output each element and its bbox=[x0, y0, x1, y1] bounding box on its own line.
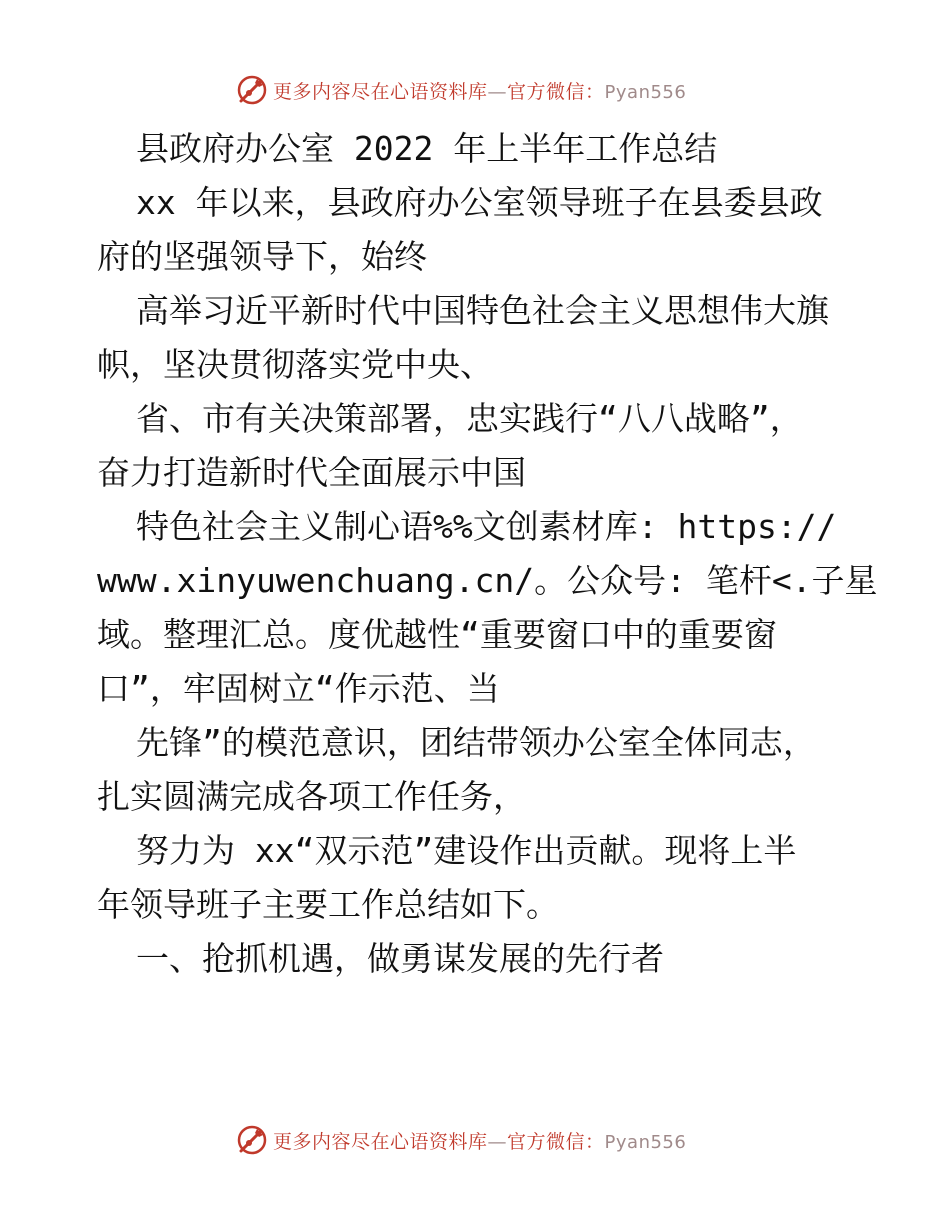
pen-logo-icon bbox=[235, 1123, 269, 1157]
text-line: 省、市有关决策部署，忠实践行“八八战略”， bbox=[136, 399, 803, 438]
banner-brand: 更多内容尽在心语资料库 bbox=[273, 80, 488, 103]
footer-banner bbox=[235, 1122, 715, 1158]
banner-dash: — bbox=[487, 1130, 508, 1153]
banner-text bbox=[273, 1127, 686, 1154]
text-line: 高举习近平新时代中国特色社会主义思想伟大旗 bbox=[136, 291, 829, 330]
text-line: 帜，坚决贯彻落实党中央、 bbox=[97, 345, 493, 384]
header-banner bbox=[235, 72, 715, 108]
banner-wechat-label: 官方微信： bbox=[507, 1130, 605, 1153]
text-line: 口”，牢固树立“作示范、当 bbox=[97, 669, 500, 708]
text-line: xx 年以来，县政府办公室领导班子在县委县政 bbox=[136, 183, 823, 222]
text-line: 奋力打造新时代全面展示中国 bbox=[97, 453, 526, 492]
banner-wechat-label: 官方微信： bbox=[507, 80, 605, 103]
text-line: www.xinyuwenchuang.cn/。公众号: 笔杆<.子星 bbox=[97, 561, 878, 600]
text-line: 年领导班子主要工作总结如下。 bbox=[97, 885, 559, 924]
text-line: 扎实圆满完成各项工作任务， bbox=[97, 777, 526, 816]
text-line: 一、抢抓机遇，做勇谋发展的先行者 bbox=[136, 939, 664, 978]
banner-brand: 更多内容尽在心语资料库 bbox=[273, 1130, 488, 1153]
banner-wechat-id: Pyan556 bbox=[604, 1131, 687, 1153]
text-line: 县政府办公室 2022 年上半年工作总结 bbox=[136, 129, 718, 168]
pen-logo-icon bbox=[235, 73, 269, 107]
document-body bbox=[97, 122, 878, 986]
text-line: 特色社会主义制心语%%文创素材库: https:// bbox=[136, 507, 837, 546]
text-line: 域。整理汇总。度优越性“重要窗口中的重要窗 bbox=[97, 615, 777, 654]
text-line: 先锋”的模范意识，团结带领办公室全体同志， bbox=[136, 723, 816, 762]
text-line: 府的坚强领导下，始终 bbox=[97, 237, 427, 276]
banner-text bbox=[273, 77, 686, 104]
text-line: 努力为 xx“双示范”建设作出贡献。现将上半 bbox=[136, 831, 797, 870]
banner-wechat-id: Pyan556 bbox=[604, 81, 687, 103]
banner-dash: — bbox=[487, 80, 508, 103]
